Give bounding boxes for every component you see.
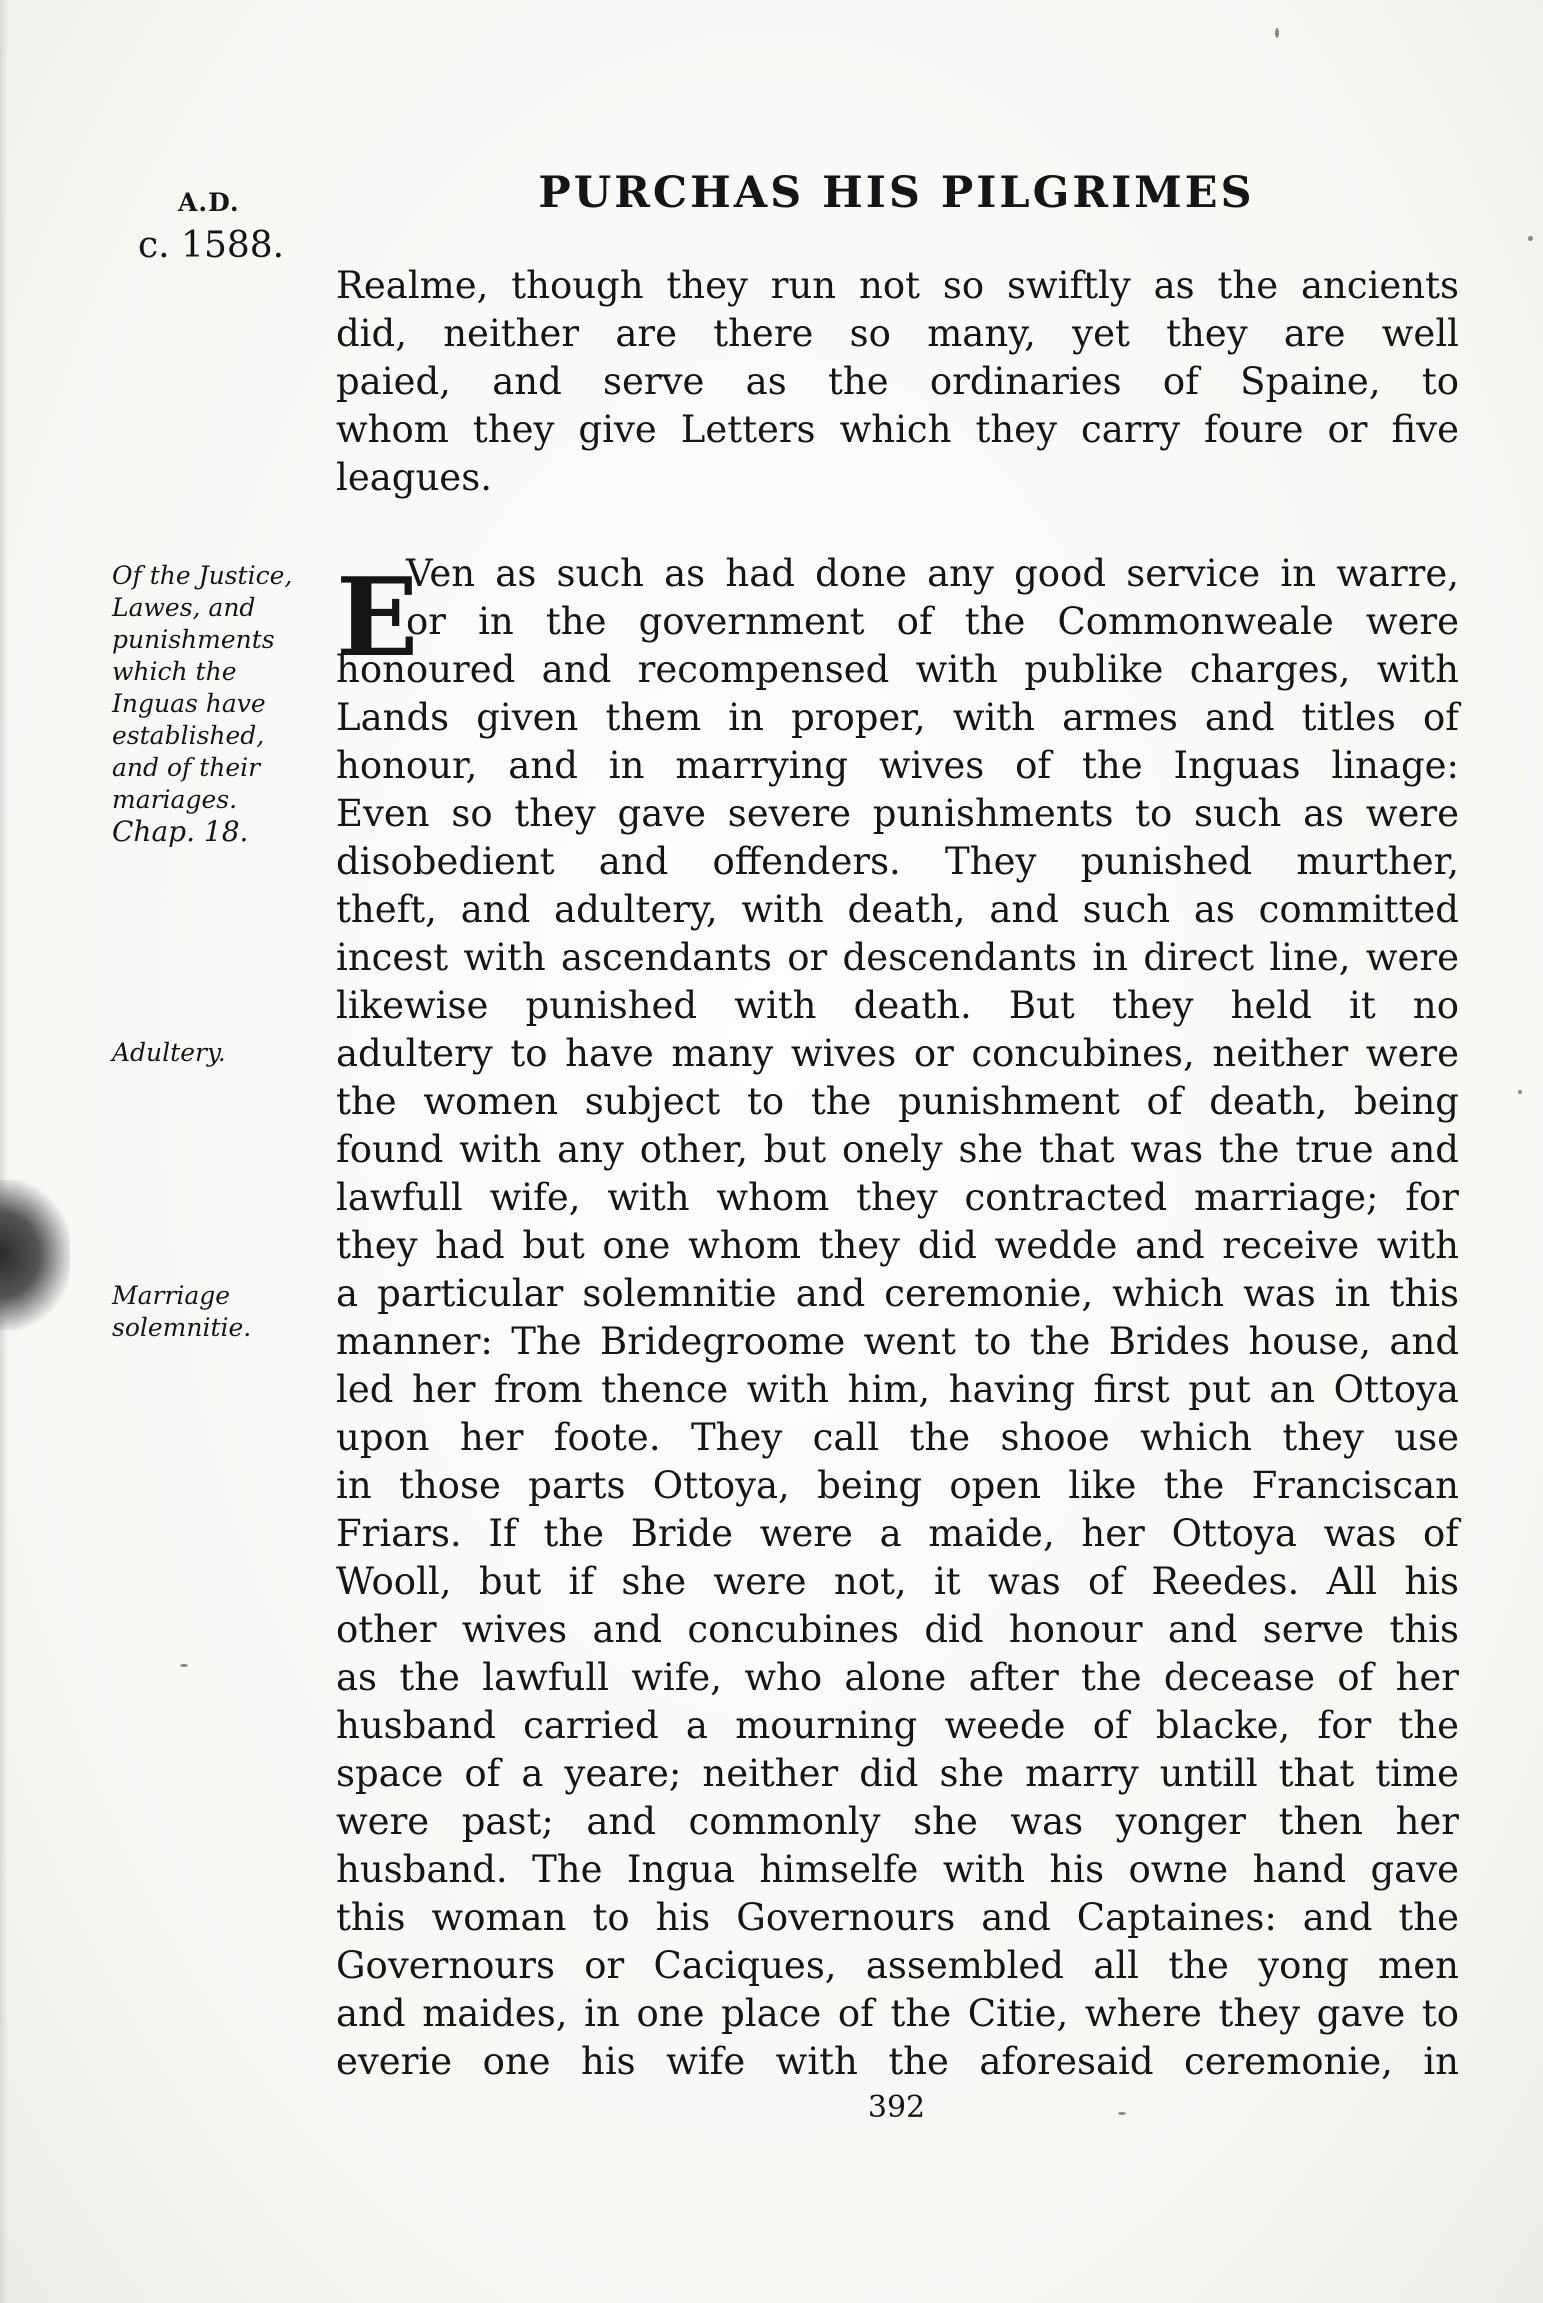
text-line: or in the government of the Commonweale were — [406, 600, 1459, 643]
text-line: they had but one whom they did wedde and receive with — [336, 1224, 1459, 1267]
text-line: other wives and concubines did honour and serve this — [336, 1608, 1459, 1651]
text-line: husband. The Ingua himselfe with his owne hand gave — [336, 1848, 1459, 1891]
text-line: Realme, though they run not so swiftly as the ancients — [336, 264, 1459, 307]
running-header — [0, 168, 1543, 218]
text-line: did, neither are there so many, yet they are well — [336, 312, 1459, 355]
paragraph-1 — [336, 262, 1459, 502]
text-line: Wooll, but if she were not, it was of Reedes. All his — [336, 1560, 1459, 1603]
margin-note-line: solemnitie. — [112, 1313, 252, 1342]
text-line: paied, and serve as the ordinaries of Spaine, to — [336, 360, 1459, 403]
year-label: c. 1588. — [138, 225, 285, 266]
text-line: Lands given them in proper, with armes and titles of — [336, 696, 1459, 739]
drop-cap: E — [336, 555, 419, 681]
ad-label: A.D. — [178, 188, 240, 217]
text-line: the women subject to the punishment of death, being — [336, 1080, 1459, 1123]
running-title: PURCHAS HIS PILGRIMES — [538, 168, 1255, 218]
text-line: Ven as such as had done any good service in warre, — [406, 552, 1459, 595]
text-line: manner: The Bridegroome went to the Brides house, and — [336, 1320, 1459, 1363]
text-line: upon her foote. They call the shooe which they use — [336, 1416, 1459, 1459]
text-line: disobedient and offenders. They punished murther, — [336, 840, 1459, 883]
text-line: everie one his wife with the aforesaid ceremonie, in — [336, 2040, 1459, 2083]
print-speck — [1528, 236, 1533, 241]
margin-note-line: Chap. 18. — [112, 815, 249, 848]
text-line: and maides, in one place of the Citie, where they gave to — [336, 1992, 1459, 2035]
margin-note-adultery — [112, 1037, 332, 1069]
text-line: a particular solemnitie and ceremonie, which was in this — [336, 1272, 1459, 1315]
print-speck — [180, 1664, 188, 1667]
margin-note-line: mariages. — [112, 785, 238, 814]
text-line: adultery to have many wives or concubines, neither were — [336, 1032, 1459, 1075]
text-line: space of a yeare; neither did she marry untill that time — [336, 1752, 1459, 1795]
text-line: in those parts Ottoya, being open like the Franciscan — [336, 1464, 1459, 1507]
margin-note-line: Lawes, and — [112, 593, 256, 622]
print-speck — [1118, 2112, 1126, 2115]
text-line: whom they give Letters which they carry foure or five — [336, 408, 1459, 451]
text-line: likewise punished with death. But they held it no — [336, 984, 1459, 1027]
text-line: were past; and commonly she was yonger then her — [336, 1800, 1459, 1843]
text-line: led her from thence with him, having first put an Ottoya — [336, 1368, 1459, 1411]
print-speck — [1275, 28, 1279, 38]
margin-note-chapter — [112, 560, 332, 848]
text-line: husband carried a mourning weede of blacke, for the — [336, 1704, 1459, 1747]
text-line: found with any other, but onely she that was the true and — [336, 1128, 1459, 1171]
text-line: Friars. If the Bride were a maide, her Ottoya was of — [336, 1512, 1459, 1555]
text-line: lawfull wife, with whom they contracted marriage; for — [336, 1176, 1459, 1219]
margin-note-line: Inguas have — [112, 689, 266, 718]
margin-note-line: established, — [112, 721, 265, 750]
text-line: incest with ascendants or descendants in direct line, were — [336, 936, 1459, 979]
text-line: as the lawfull wife, who alone after the decease of her — [336, 1656, 1459, 1699]
paragraph-2 — [336, 550, 1459, 2086]
page-edge-shading — [0, 0, 8, 2303]
thumb-shadow — [0, 1180, 70, 1330]
margin-note-line: Adultery. — [112, 1038, 226, 1067]
text-line: theft, and adultery, with death, and such as committed — [336, 888, 1459, 931]
text-line: honoured and recompensed with publike charges, with — [336, 648, 1459, 691]
margin-note-line: punishments — [112, 625, 275, 654]
page-number: 392 — [867, 2090, 926, 2125]
margin-note-line: and of their — [112, 753, 261, 782]
margin-note-line: which the — [112, 657, 237, 686]
text-line: Even so they gave severe punishments to such as were — [336, 792, 1459, 835]
margin-note-marriage — [112, 1280, 332, 1344]
page-number-container — [0, 2090, 1543, 2125]
margin-note-line: Of the Justice, — [112, 561, 293, 590]
text-line: honour, and in marrying wives of the Inguas linage: — [336, 744, 1459, 787]
text-line: leagues. — [336, 456, 492, 499]
print-speck — [1518, 1090, 1522, 1094]
text-line: Governours or Caciques, assembled all the yong men — [336, 1944, 1459, 1987]
text-line: this woman to his Governours and Captaines: and the — [336, 1896, 1459, 1939]
margin-note-line: Marriage — [112, 1281, 231, 1310]
